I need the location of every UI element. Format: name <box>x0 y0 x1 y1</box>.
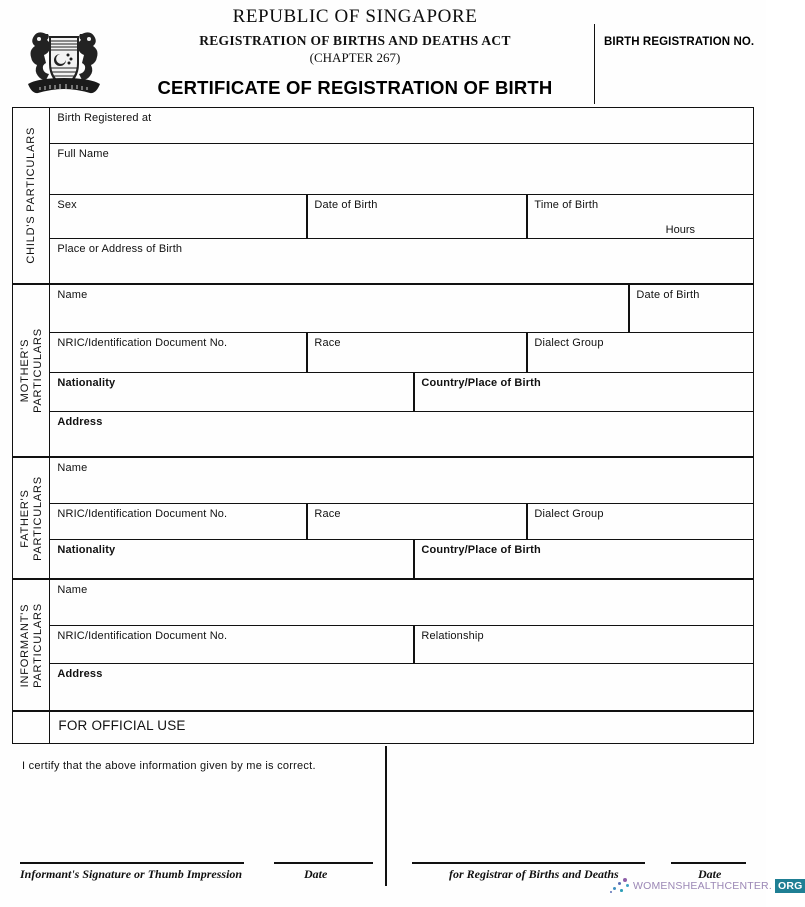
field-mother-name[interactable] <box>50 285 628 333</box>
section-label-child <box>13 108 49 283</box>
section-body-mother <box>50 285 753 456</box>
label-sex: Sex <box>57 199 77 211</box>
section-label-mother-line2: PARTICULARS <box>31 328 43 413</box>
label-nationality: Nationality <box>57 544 116 556</box>
field-child-full-name[interactable] <box>50 144 753 195</box>
footer-vertical-divider <box>385 746 387 886</box>
section-label-father-line1: FATHER'S <box>18 488 31 548</box>
label-name: Name <box>57 462 88 474</box>
label-hours: Hours <box>665 224 695 236</box>
header-title-block <box>120 2 590 99</box>
row-mother-address <box>50 412 753 456</box>
section-label-mother <box>13 285 49 456</box>
label-birth-registered-at: Birth Registered at <box>57 112 152 124</box>
field-father-country-of-birth[interactable] <box>414 540 753 578</box>
row-informant-name <box>50 580 753 626</box>
section-father-particulars <box>13 458 753 578</box>
section-label-informant-line2: PARTICULARS <box>31 602 43 688</box>
label-address: Address <box>57 416 103 428</box>
row-informant-address <box>50 664 753 710</box>
site-watermark <box>610 876 805 896</box>
label-date-of-birth: Date of Birth <box>636 289 700 301</box>
section-label-informant <box>13 580 49 710</box>
field-father-nric[interactable] <box>50 504 306 540</box>
label-dialect-group: Dialect Group <box>534 508 604 520</box>
section-body-child <box>50 108 753 283</box>
registrar-label: for Registrar of Births and Deaths <box>449 867 619 881</box>
section-label-child-text: CHILD'S PARTICULARS <box>24 127 37 264</box>
row-father-nric <box>50 504 753 540</box>
row-informant-nric <box>50 626 753 664</box>
field-child-date-of-birth[interactable] <box>307 195 526 239</box>
field-child-time-of-birth[interactable] <box>527 195 753 239</box>
row-sex-dob-tob <box>50 195 753 239</box>
section-official-use <box>13 712 753 745</box>
row-father-name <box>50 458 753 504</box>
certification-footer <box>12 746 754 896</box>
row-place-of-birth <box>50 239 753 283</box>
country-title: REPUBLIC OF SINGAPORE <box>232 6 478 27</box>
act-title: REGISTRATION OF BIRTHS AND DEATHS ACT <box>199 33 511 48</box>
section-label-informant-line1: INFORMANT'S <box>18 603 31 687</box>
informant-signature-line[interactable] <box>20 862 244 864</box>
section-body-official <box>50 712 753 745</box>
registrar-date-label: Date <box>698 867 722 881</box>
label-for-official-use: FOR OFFICIAL USE <box>58 718 186 733</box>
label-nric: NRIC/Identification Document No. <box>57 630 228 642</box>
label-dialect-group: Dialect Group <box>534 337 604 349</box>
label-full-name: Full Name <box>57 148 109 160</box>
section-label-mother-line1: MOTHER'S <box>18 338 31 403</box>
label-nationality: Nationality <box>57 377 116 389</box>
singapore-coat-of-arms-icon <box>16 12 112 100</box>
field-birth-registered-at[interactable] <box>50 108 753 144</box>
field-father-name[interactable] <box>50 458 753 504</box>
informant-date-label: Date <box>304 867 328 881</box>
birth-registration-no-label: BIRTH REGISTRATION NO. <box>604 36 755 48</box>
label-country-of-birth: Country/Place of Birth <box>421 377 541 389</box>
field-mother-nric[interactable] <box>50 333 306 373</box>
label-name: Name <box>57 289 88 301</box>
label-nric: NRIC/Identification Document No. <box>57 508 228 520</box>
field-informant-name[interactable] <box>50 580 753 626</box>
section-label-father <box>13 458 49 578</box>
watermark-site-name: WOMENSHEALTHCENTER. <box>633 880 772 892</box>
label-address: Address <box>57 668 103 680</box>
section-mother-particulars <box>13 285 753 456</box>
row-mother-nationality <box>50 373 753 412</box>
label-nric: NRIC/Identification Document No. <box>57 337 228 349</box>
registrar-date-line[interactable] <box>671 862 746 864</box>
field-child-sex[interactable] <box>50 195 306 239</box>
label-country-of-birth: Country/Place of Birth <box>421 544 541 556</box>
section-body-father <box>50 458 753 578</box>
label-place-of-birth: Place or Address of Birth <box>57 243 183 255</box>
field-father-race[interactable] <box>307 504 526 540</box>
label-race: Race <box>314 337 341 349</box>
field-informant-address[interactable] <box>50 664 753 710</box>
row-mother-nric <box>50 333 753 373</box>
row-full-name <box>50 144 753 195</box>
section-child-particulars <box>13 108 753 283</box>
field-child-place-of-birth[interactable] <box>50 239 753 283</box>
section-body-informant <box>50 580 753 710</box>
row-father-nationality <box>50 540 753 578</box>
document-header <box>0 0 766 104</box>
field-mother-dialect-group[interactable] <box>527 333 753 373</box>
label-relationship: Relationship <box>421 630 484 642</box>
row-mother-name <box>50 285 753 333</box>
label-race: Race <box>314 508 341 520</box>
watermark-dots-icon <box>610 877 632 895</box>
watermark-tld-badge: ORG <box>775 879 805 893</box>
section-informant-particulars <box>13 580 753 710</box>
field-informant-nric[interactable] <box>50 626 413 664</box>
field-mother-country-of-birth[interactable] <box>414 373 753 412</box>
informant-signature-label: Informant's Signature or Thumb Impression <box>20 867 243 881</box>
section-label-father-line2: PARTICULARS <box>31 475 43 561</box>
label-date-of-birth: Date of Birth <box>314 199 378 211</box>
certification-statement: I certify that the above information given by me is correct. <box>22 760 316 772</box>
form-table <box>12 107 754 744</box>
chapter-title: (CHAPTER 267) <box>309 50 401 65</box>
registrar-signature-line[interactable] <box>412 862 645 864</box>
field-informant-relationship[interactable] <box>414 626 753 664</box>
field-mother-address[interactable] <box>50 412 753 456</box>
field-mother-race[interactable] <box>307 333 526 373</box>
informant-date-line[interactable] <box>274 862 373 864</box>
field-official-use[interactable] <box>50 712 753 745</box>
field-father-dialect-group[interactable] <box>527 504 753 540</box>
field-mother-date-of-birth[interactable] <box>629 285 753 333</box>
page-title: CERTIFICATE OF REGISTRATION OF BIRTH <box>157 77 553 98</box>
field-father-nationality[interactable] <box>50 540 413 578</box>
row-birth-registered-at <box>50 108 753 144</box>
label-name: Name <box>57 584 88 596</box>
field-mother-nationality[interactable] <box>50 373 413 412</box>
label-time-of-birth: Time of Birth <box>534 199 599 211</box>
header-vertical-divider <box>594 24 595 104</box>
